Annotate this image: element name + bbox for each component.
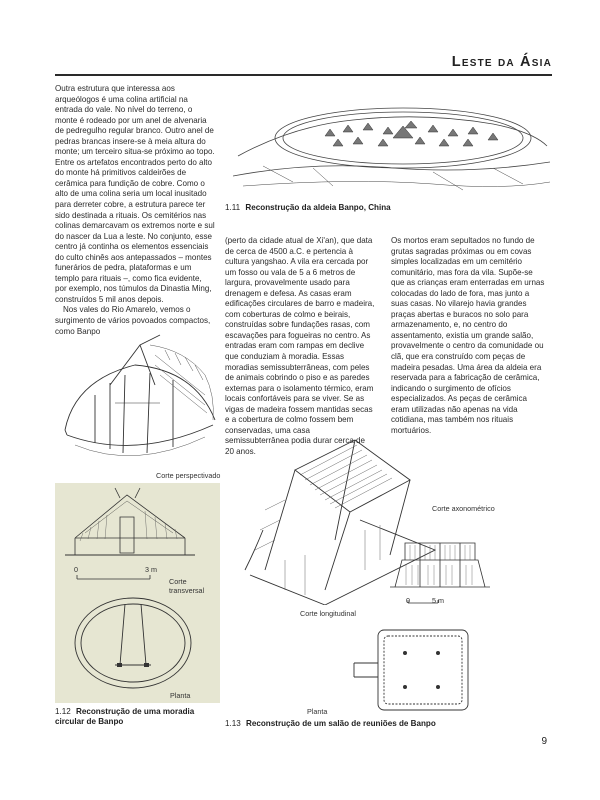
- figure-1-13-caption: [225, 719, 525, 729]
- figure-1-13-longitudinal-drawing: [380, 515, 500, 605]
- figure-1-11-caption: [225, 203, 525, 213]
- figure-1-12-perspective-drawing: [55, 325, 220, 475]
- caption-text: Reconstrução de um salão de reuniões de Banpo: [246, 719, 436, 728]
- figure-1-13-plan-drawing: [350, 620, 480, 720]
- paragraph: Outra estrutura que interessa aos arqueólogos é uma colina artificial na entrada do vale. No nível do terreno, o monte é rodeado por um anel de alvenaria de pedregulho regular branco. Outro anel de pedras brancas insere-se à meia altura do monte; um terceiro situa-se próximo ao topo. Entre os artefatos encontrados perto do alto do monte há primitivos caldeirões de cerâmica para fundição de cobre. Como o alto de uma colina seria um local inusitado para derreter cobre, a estrutura parece ter sido destinada a rituais. Os cemitérios nas colinas demarcavam os extremos norte e sul do nascer da Lua a leste. No conjunto, esse centro já continha os elementos essenciais do culto chinês aos antepassados – montes funerários de pedra, plataformas e um templo para rituais –, como fica evidente, por exemplo, nos túmulos da Dinastia Ming, construídos 5 mil anos depois.: [55, 84, 215, 304]
- label-plan: Planta: [170, 691, 191, 700]
- figure-1-12-panel: [55, 483, 220, 703]
- caption-text: Reconstrução de uma moradia circular de Banpo: [55, 707, 195, 727]
- paragraph: (perto da cidade atual de Xi'an), que data de cerca de 4500 a.C. e pertencia à cultura yangshao. A vila era cercada por um fosso ou vala de 5 a 6 metros de largura, provavelmente usado para drenagem e defesa. As casas eram edificações circulares de barro e madeira, com coberturas de colmo e beirais, construídas sobre fundações rasas, com escavações para fogueiras no centro. As entradas eram com rampas em declive que conduziam à moradia. Essas moradias semissubterrâneas, com peles de animais cobrindo o piso e as paredes externas para o isolamento térmico, eram locais confortáveis para se viver. Se as vigas de madeira fossem mantidas secas e a cobertura de colmo fossem bem conservadas, uma casa semissubterrânea podia durar cerca de 20 anos.: [225, 236, 375, 456]
- scale-zero-label: 0: [74, 565, 78, 574]
- label-longitudinal-section: Corte longitudinal: [300, 609, 356, 618]
- scale-end-label: 3 m: [145, 565, 157, 574]
- label-cross-section: Corte transversal: [169, 577, 205, 595]
- label-perspective-section: Corte perspectivado: [156, 471, 221, 480]
- figure-number: 1.13: [225, 719, 241, 728]
- page-number: 9: [541, 736, 547, 747]
- header-rule: [55, 74, 552, 76]
- figure-number: 1.11: [225, 203, 241, 212]
- scale-end-label: 5 m: [432, 596, 444, 605]
- text-column-left: [55, 84, 215, 337]
- text-column-right: [391, 236, 547, 436]
- figure-1-11-illustration: [233, 86, 550, 198]
- figure-1-12-caption: [55, 707, 220, 728]
- label-plan: Planta: [307, 707, 328, 716]
- paragraph: Nos vales do Rio Amarelo, vemos o surgimento de vários povoados compactos, como Banpo: [55, 305, 211, 336]
- paragraph: Os mortos eram sepultados no fundo de grutas sagradas próximas ou em covas simples localizadas em um cemitério comunitário, mas fora da vila. Supõe-se que as crianças eram enterradas em urnas colocadas do lado de fora, mas junto a suas casas. No vilarejo havia grandes praças abertas e buracos no solo para armazenamento, e, no centro do assentamento, existia um grande salão, provavelmente o centro da comunidade ou clã, que era construído com peças de madeira pesadas. Uma área da aldeia era reservada para a fabricação de cerâmica, indicando o surgimento de ofícios especializados. As peças de cerâmica eram utilizadas não apenas na vida cotidiana, mas também nos rituais mortuários.: [391, 236, 545, 435]
- figure-number: 1.12: [55, 707, 71, 716]
- page-header-title: Leste da Ásia: [451, 54, 552, 70]
- label-axonometric-section: Corte axonométrico: [432, 504, 495, 513]
- text-column-middle: [225, 236, 375, 457]
- caption-text: Reconstrução da aldeia Banpo, China: [245, 203, 391, 212]
- scale-zero-label: 0: [406, 596, 410, 605]
